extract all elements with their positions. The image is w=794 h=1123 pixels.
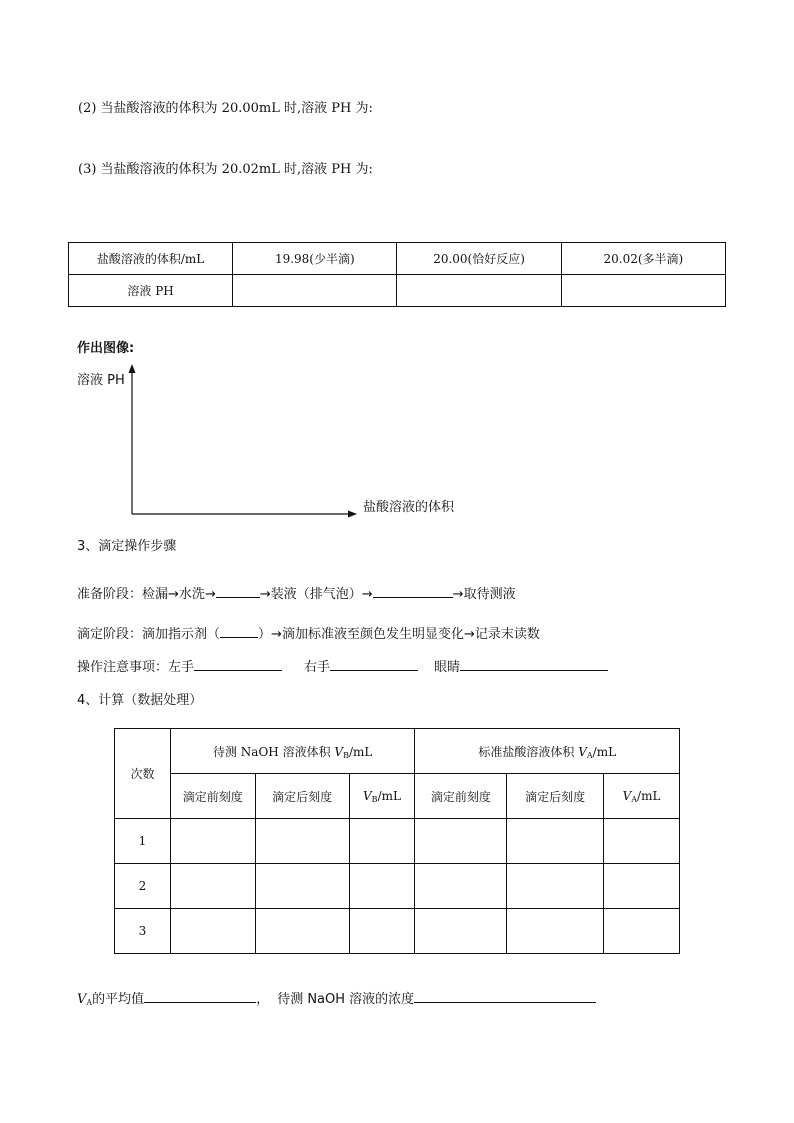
table-row [115,819,680,864]
prep-blank-2[interactable] [373,584,453,598]
eyes-blank[interactable] [460,657,608,671]
y-axis-arrow-icon [129,364,136,373]
question-2: (2) 当盐酸溶液的体积为 20.00mL 时,溶液 PH 为: [78,101,373,116]
data-cell[interactable] [349,864,415,909]
va-header: $V_A/mL$ [604,774,680,819]
data-table [114,728,680,954]
table-row [115,864,680,909]
ph-table-row-label: 溶液 PH [69,275,233,307]
data-cell[interactable] [507,864,604,909]
data-cell[interactable] [415,819,507,864]
graph-x-label: 盐酸溶液的体积 [363,500,455,515]
question-3: (3) 当盐酸溶液的体积为 20.02mL 时,溶液 PH 为: [78,162,373,177]
section3-title: 3、滴定操作步骤 [77,539,177,554]
section4-title: 4、计算（数据处理） [77,693,203,708]
data-cell[interactable] [255,819,349,864]
table-row [115,909,680,954]
graph-y-label: 溶液 PH [77,373,125,388]
data-cell[interactable] [604,909,680,954]
data-cell[interactable] [170,909,255,954]
col-count-header: 次数 [115,729,171,819]
prep-stage-line: 准备阶段：检漏→水洗→ →装液（排气泡）→ →取待测液 [77,584,516,603]
final-line: $V_A$的平均值 ， 待测 NaOH 溶液的浓度 [77,989,596,1011]
data-cell[interactable] [507,909,604,954]
naoh-after-header: 滴定后刻度 [255,774,349,819]
hcl-before-header: 滴定前刻度 [415,774,507,819]
ph-table-header-1998: 19.98(少半滴) [233,243,397,275]
concentration-blank[interactable] [414,989,596,1003]
ph-table-header-2000: 20.00(恰好反应) [397,243,561,275]
naoh-volume-header: 待测 NaOH 溶液体积 $V_B/mL$ [170,729,415,774]
data-cell[interactable] [349,909,415,954]
avg-blank[interactable] [144,989,256,1003]
vb-header: $V_B/mL$ [349,774,415,819]
data-cell[interactable] [170,819,255,864]
data-cell[interactable] [507,819,604,864]
row-number: 2 [115,864,171,909]
row-number: 3 [115,909,171,954]
data-cell[interactable] [604,819,680,864]
row-number: 1 [115,819,171,864]
left-hand-blank[interactable] [194,657,282,671]
ph-table-header-volume: 盐酸溶液的体积/mL [69,243,233,275]
naoh-before-header: 滴定前刻度 [170,774,255,819]
data-cell[interactable] [415,909,507,954]
data-cell[interactable] [349,819,415,864]
data-cell[interactable] [255,909,349,954]
data-cell[interactable] [170,864,255,909]
data-cell[interactable] [415,864,507,909]
prep-blank-1[interactable] [216,584,260,598]
ph-table-header-2002: 20.02(多半滴) [561,243,725,275]
data-cell[interactable] [255,864,349,909]
x-axis-arrow-icon [348,511,357,518]
right-hand-blank[interactable] [330,657,418,671]
hcl-volume-header: 标准盐酸溶液体积 $V_A/mL$ [415,729,680,774]
graph-heading: 作出图像: [77,341,135,356]
indicator-blank[interactable] [220,624,258,638]
data-cell[interactable] [604,864,680,909]
titration-stage-line: 滴定阶段：滴加指示剂（ ）→滴加标准液至颜色发生明显变化→记录末读数 [77,624,540,643]
notes-line: 操作注意事项：左手 右手 眼睛 [77,657,608,676]
hcl-after-header: 滴定后刻度 [507,774,604,819]
